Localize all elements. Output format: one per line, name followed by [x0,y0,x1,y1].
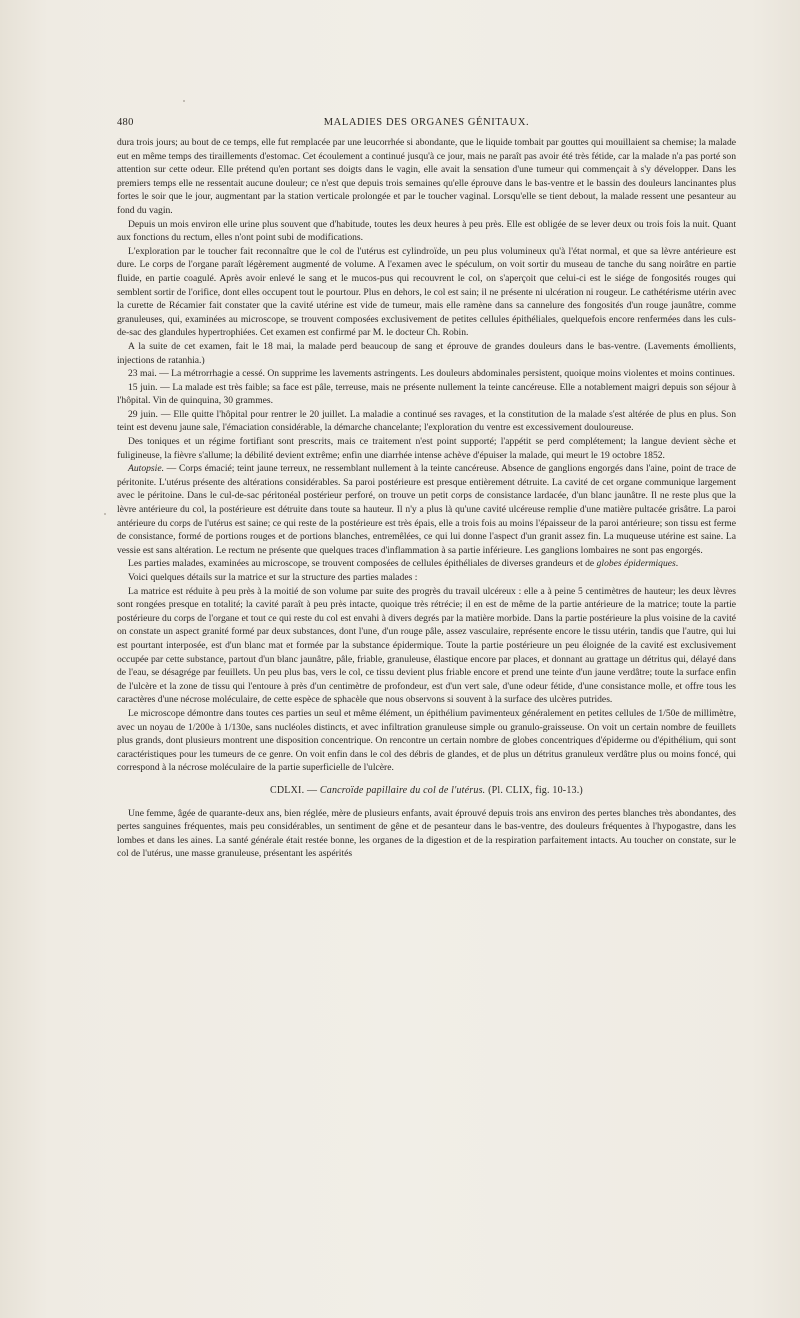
running-head: MALADIES DES ORGANES GÉNITAUX. [323,117,530,128]
paragraph: La matrice est réduite à peu près à la moitié de son volume par suite des progrès du travail ulcéreux : elle a à peine 5 centimètres de hauteur; les deux lèvres sont rongées presque en totalité; la cavité paraît à peu près intacte, quoique très rétrécie; il en est de même de la partie antérieure de la matrice; toute la partie postérieure du corps de l'organe et tout ce qui reste du col est envahi à divers degrés par la matière morbide. Dans la partie postérieure la plus voisine de la cavité on constate un aspect granité formé par deux substances, dont l'une, d'un rouge pâle, assez vasculaire, représente encore le tissu utérin, tandis que l'autre, qui lui est pourtant interposée, est d'un blanc mat et formée par la substance épidermique. Toute la partie postérieure un peu éloignée de la cavité est exclusivement occupée par cette substance, partout d'un blanc jaunâtre, pâle, friable, granuleuse, élastique encore par places, et donnant au grattage un détritus qui, délayé dans de l'eau, se désagrége par feuillets. Un peu plus bas, vers le col, ce tissu devient plus friable encore et prend une teinte d'un jaune verdâtre; toute la surface enfin de l'ulcère et la zone de tissu qui l'entoure à près d'un centimètre de profondeur, est d'un vert sale, d'une odeur fétide, d'une consistance molle, et offre tous les caractères d'une nécrose moléculaire, de cette espèce de sphacèle que nous observons si souvent à la surface des ulcères putrides. [117,585,736,706]
paragraph: Voici quelques détails sur la matrice et sur la structure des parties malades : [128,572,418,583]
paragraph: Une femme, âgée de quarante-deux ans, bien réglée, mère de plusieurs enfants, avait éprouvé depuis trois ans environ des pertes blanches très abondantes, des pertes sanguines fréquentes, mais peu considérables, un sentiment de gêne et de pesanteur dans le bas-ventre, des douleurs fréquentes à l'hypogastre, dans les lombes et dans les aines. La santé générale était restée bonne, les organes de la digestion et de la respiration parfaitement intacts. Au toucher on constate, sur le col de l'utérus, une masse granuleuse, présentant les aspérités [117,807,736,860]
page-number: 480 [117,117,134,128]
case-dash: — [306,784,318,796]
paper-speck [183,100,185,102]
paragraph: Des toniques et un régime fortifiant sont prescrits, mais ce traitement n'est point supporté; l'appétit se perd complétement; la langue devient sèche et fuligineuse, la fièvre s'allume; la débilité devient extrême; enfin une diarrhée intense achève d'épuiser la malade, qui meurt le 19 octobre 1852. [117,436,736,461]
case-reference: (Pl. CLIX, fig. 10-13.) [488,784,583,796]
paragraph: A la suite de cet examen, fait le 18 mai, la malade perd beaucoup de sang et éprouve de grandes douleurs dans le bas-ventre. (Lavements émollients, injections de ratanhia.) [117,340,736,366]
autopsy-label: Autopsie. [128,463,164,475]
paragraph: 29 juin. — Elle quitte l'hôpital pour rentrer le 20 juillet. La maladie a continué ses ravages, et la constitution de la malade s'est altérée de plus en plus. Son teint est devenu jaune sale, l'émaciation considérable, la démarche chancelante; l'exploration du ventre est excessivement douloureuse. [117,408,736,434]
paragraph: 15 juin. — La malade est très faible; sa face est pâle, terreuse, mais ne présente nullement la teinte cancéreuse. Elle a notablement maigri depuis son séjour à l'hôpital. Vin de quinquina, 30 grammes. [117,381,736,407]
paragraph: dura trois jours; au bout de ce temps, elle fut remplacée par une leucorrhée si abondante, que le liquide tombait par gouttes qui mouillaient sa chemise; la malade eut en même temps des tiraillements d'estomac. Cet écoulement a continué jusqu'à ce jour, mais ne paraît pas avoir été très fétide, car la malade n'a pas porté son attention sur cette odeur. Elle prétend qu'en portant ses doigts dans le vagin, elle avait la sensation d'une tumeur qui commençait à s'y développer. Dans les premiers temps elle ne ressentait aucune douleur; ce n'est que depuis trois semaines qu'elle éprouve dans le bas-ventre et le bassin des douleurs lancinantes plus fortes le soir que le jour, augmentant par la station verticale prolongée et par le toucher vaginal. Lorsqu'elle se tient debout, la malade ressent une pesanteur au fond du vagin. [117,137,736,216]
page-content [117,116,736,861]
case-number: CDLXI. [270,784,305,796]
globes-label: globes épidermiques [596,558,676,570]
case-heading [117,784,736,798]
paper-speck [104,513,106,515]
autopsy-text: Corps émacié; teint jaune terreux, ne ressemblant nullement à la teinte cancéreuse. Absence de ganglions engorgés dans l'aine, point de trace de péritonite. L'utérus présente des altérations considérables. Sa paroi postérieure est presque entièrement détruite. La cavité de cet organe communique largement avec le péritoine. Dans le cul-de-sac péritonéal postérieur perforé, on trouve un petit corps de consistance lardacée, d'un blanc jaunâtre. Il ne reste plus que la lèvre antérieure du col, la postérieure est détruite dans toute sa hauteur. Il n'y a plus là qu'une cavité ulcéreuse remplie d'une matière pultacée grisâtre. La paroi antérieure du corps de l'utérus est saine; ce qui reste de la postérieure est très épais, elle a trois fois au moins l'épaisseur de la paroi antérieure; son tissu est ferme de consistance, formé de portions rouges et de portions blanches, entremêlées, ce qui lui donne l'aspect d'un granit assez fin. La muqueuse utérine est saine. La vessie est sans altération. Le rectum ne présente que quelques traces d'inflammation à sa partie inférieure. Les ganglions lombaires ne sont pas engorgés. [117,463,736,556]
microscope-text: Les parties malades, examinées au microscope, se trouvent composées de cellules épithéliales de diverses grandeurs et de [128,558,595,570]
paragraph: 23 mai. — La métrorrhagie a cessé. On supprime les lavements astringents. Les douleurs abdominales persistent, quoique moins violentes et moins continues. [128,368,735,380]
globes-end: . [675,558,679,570]
autopsy-paragraph: Autopsie. — Corps émacié; teint jaune terreux, ne ressemblant nullement à la teinte cancéreuse. Absence de ganglions engorgés dans l'aine, point de trace de péritonite. L'utérus présente des altérations considérables. Sa paroi postérieure est presque entièrement détruite. La cavité de cet organe communique largement avec le péritoine. Dans le cul-de-sac péritonéal postérieur perforé, on trouve un petit corps de consistance lardacée, d'un blanc jaunâtre. Il ne reste plus que la lèvre antérieure du col, la postérieure est détruite dans toute sa hauteur. Il n'y a plus là qu'une cavité ulcéreuse remplie d'une matière pultacée grisâtre. La paroi antérieure du corps de l'utérus est saine; ce qui reste de la postérieure est très épais, elle a trois fois au moins l'épaisseur de la paroi antérieure; son tissu est ferme de consistance, formé de portions rouges et de portions blanches, entremêlées, ce qui lui donne l'aspect d'un granit assez fin. La muqueuse utérine est saine. La vessie est sans altération. Le rectum ne présente que quelques traces d'inflammation à sa partie inférieure. Les ganglions lombaires ne sont pas engorgés. [117,463,736,556]
microscope-paragraph [117,557,736,571]
paragraph: Depuis un mois environ elle urine plus souvent que d'habitude, toutes les deux heures à peu près. Elle est obligée de se lever deux ou trois fois la nuit. Quant aux fonctions du rectum, elles n'ont point subi de modifications. [117,218,736,244]
paragraph: L'exploration par le toucher fait reconnaître que le col de l'utérus est cylindroïde, un peu plus volumineux qu'à l'état normal, et que sa lèvre antérieure est dure. Le corps de l'organe paraît légèrement augmenté de volume. A l'examen avec le spéculum, on voit sortir du museau de tanche du sang noirâtre en partie fluide, en partie coagulé. Après avoir enlevé le sang et le mucos-pus qui recouvrent le col, on s'aperçoit que celui-ci est le siége de fongosités rouges qui semblent sortir de l'orifice, dont elles occupent tout le pourtour. Plus en dehors, le col est sain; il ne présente ni ulcération ni rougeur. Le cathétérisme utérin avec la curette de Récamier fait constater que la cavité utérine est vide de tumeur, mais elle ramène dans sa cannelure des fongosités d'un rouge jaunâtre, comme granuleuses, qui, examinées au microscope, se trouvent composées exclusivement de petites cellules épithéliales, quelquefois encore renfermées dans les culs-de-sac des glandules hypertrophiées. Cet examen est confirmé par M. le docteur Ch. Robin. [117,245,736,339]
page-header [117,116,736,134]
paragraph: Le microscope démontre dans toutes ces parties un seul et même élément, un épithélium pavimenteux généralement en petites cellules de 1/50e de millimètre, avec un noyau de 1/200e à 1/130e, sans nucléoles distincts, et avec infiltration granuleuse simple ou granulo-graisseuse. On voit un certain nombre de feuillets plus grands, dont plusieurs montrent une disposition concentrique. On rencontre un certain nombre de globes concentriques d'épiderme ou d'épithélium, qui sont caractéristiques pour les tumeurs de ce genre. On voit enfin dans le col des débris de glandes, et de plus un détritus granuleux verdâtre plus ou moins foncé, qui correspond à la nécrose moléculaire de la partie superficielle de l'ulcère. [117,707,736,774]
case-title: Cancroïde papillaire du col de l'utérus. [319,784,486,796]
